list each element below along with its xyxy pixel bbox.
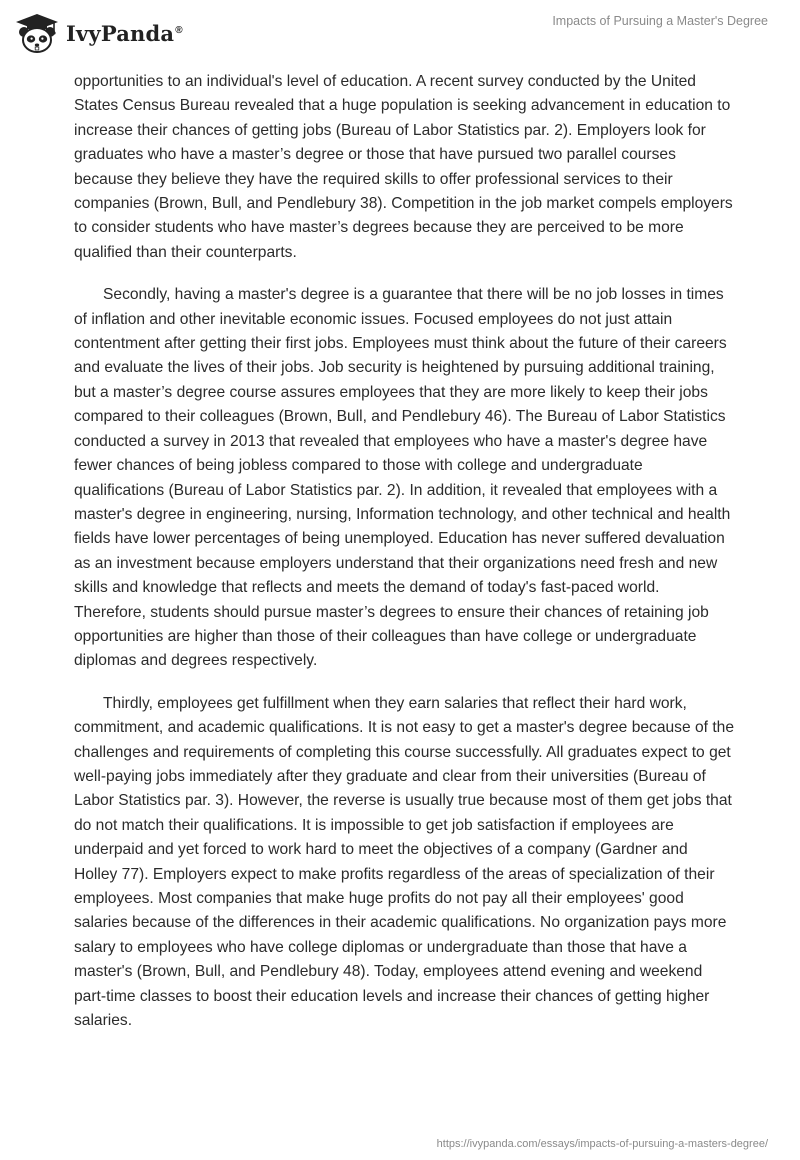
document-title: Impacts of Pursuing a Master's Degree <box>552 14 768 28</box>
paragraph-1: opportunities to an individual's level of education. A recent survey conducted by the United States Census Bureau revealed that a huge population is seeking advancement in education to increase their chances of getting jobs (Bureau of Labor Statistics par. 2). Employers look for graduates who have a master’s degree or those that have pursued two parallel courses because they believe they have the required skills to offer professional services to their companies (Brown, Bull, and Pendlebury 38). Competition in the job market compels employers to consider students who have master’s degrees because they are perceived to be more qualified than their counterparts. <box>74 73 733 261</box>
paragraph-2: Secondly, having a master's degree is a guarantee that there will be no job losses in times of inflation and other inevitable economic issues. Focused employees do not just attain contentment after getting their first jobs. Employees must think about the future of their careers and evaluate the lives of their jobs. Job security is heightened by pursuing additional training, but a master’s degree course assures employees that they are more likely to keep their jobs compared to their colleagues (Brown, Bull, and Pendlebury 46). The Bureau of Labor Statistics conducted a survey in 2013 that revealed that employees who have a master's degree have fewer chances of being jobless compared to those with college and undergraduate qualifications (Bureau of Labor Statistics par. 2). In addition, it revealed that employees with a master's degree in engineering, nursing, Information technology, and other technical and health fields have lower percentages of being unemployed. Education has never suffered devaluation as an investment because employers understand that their organizations need fresh and new skills and knowledge that reflects and meets the demand of today's fast-paced world. Therefore, students should pursue master’s degrees to ensure their chances of retaining job opportunities are higher than those of their colleagues than have college or undergraduate diplomas and degrees respectively. <box>74 286 731 670</box>
brand-name <box>66 21 183 46</box>
essay-body <box>74 70 734 1051</box>
ivypanda-logo[interactable] <box>14 12 183 54</box>
page-header <box>0 0 800 70</box>
panda-graduate-logo-icon <box>14 12 60 54</box>
registered-mark: ® <box>175 24 183 36</box>
paragraph-3: Thirdly, employees get fulfillment when they earn salaries that reflect their hard work, commitment, and academic qualifications. It is not easy to get a master's degree because of the challenges and requirements of completing this course successfully. All graduates expect to get well-paying jobs immediately after they graduate and clear from their universities (Bureau of Labor Statistics par. 3). However, the reverse is usually true because most of them get jobs that do not match their qualifications. It is impossible to get job satisfaction if employees are underpaid and yet forced to work hard to meet the objectives of a company (Gardner and Holley 77). Employers expect to make profits regardless of the areas of specialization of their employees. Most companies that make huge profits do not pay all their employees' good salaries because of the differences in their academic qualifications. No organization pays more salary to employees who have college diplomas or undergraduate than those that have a master's (Brown, Bull, and Pendlebury 48). Today, employees attend evening and weekend part-time classes to boost their education levels and increase their chances of getting higher salaries. <box>74 694 734 1030</box>
source-url[interactable]: https://ivypanda.com/essays/impacts-of-pursuing-a-masters-degree/ <box>436 1138 768 1150</box>
brand-name-text: IvyPanda <box>66 20 175 46</box>
